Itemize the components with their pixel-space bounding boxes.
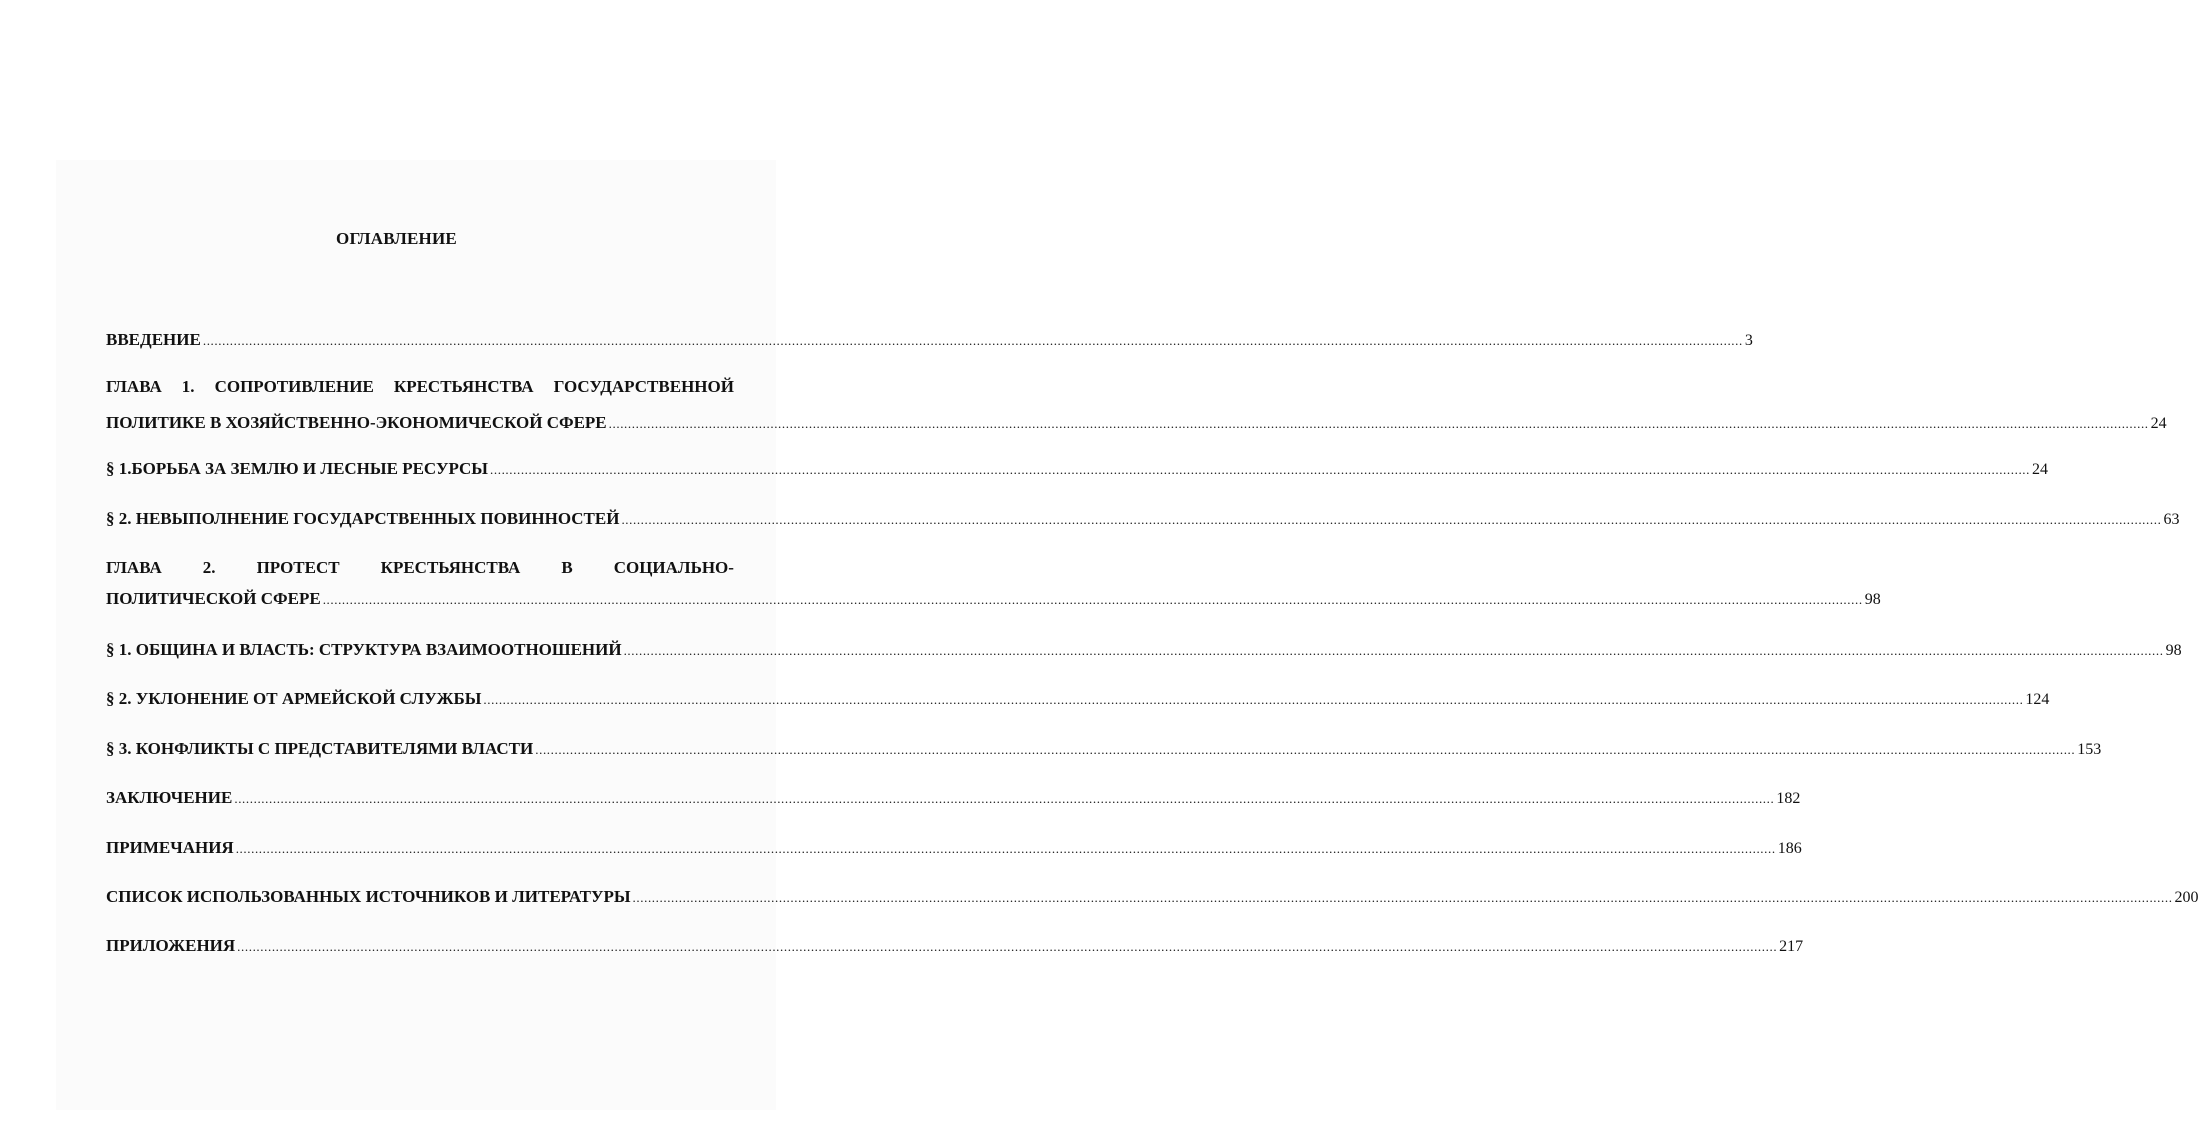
toc-page-number: 186 xyxy=(1777,840,1802,857)
toc-entry-title: ПРИМЕЧАНИЯ xyxy=(106,838,234,857)
dot-leader: ................................................................................................................................................................................................................................................................................................................................................................................................................ xyxy=(621,512,2162,527)
toc-page-number: 24 xyxy=(2150,415,2167,432)
dot-leader: ................................................................................................................................................................................................................................................................................................................................................................................................................ xyxy=(608,416,2149,431)
toc-entry-sources[interactable] xyxy=(106,887,2199,917)
toc-entry-chapter-2[interactable] xyxy=(106,558,1881,619)
dot-leader: ................................................................................................................................................................................................................................................................................................................................................................................................................ xyxy=(202,333,1743,348)
toc-entry-title: § 2. УКЛОНЕНИЕ ОТ АРМЕЙСКОЙ СЛУЖБЫ xyxy=(106,689,482,708)
toc-entry-section-2-2[interactable] xyxy=(106,689,2050,719)
page-title: ОГЛАВЛЕНИЕ xyxy=(336,229,457,248)
toc-entry-title: ВВЕДЕНИЕ xyxy=(106,330,201,349)
toc-entry-title: § 1.БОРЬБА ЗА ЗЕМЛЮ И ЛЕСНЫЕ РЕСУРСЫ xyxy=(106,459,489,478)
toc-entry-title: ПРИЛОЖЕНИЯ xyxy=(106,936,236,955)
toc-page-number: 63 xyxy=(2163,511,2180,528)
toc-page-number: 98 xyxy=(2165,642,2182,659)
toc-page-number: 217 xyxy=(1779,938,1804,955)
toc-page-number: 98 xyxy=(1864,591,1881,608)
dot-leader: ................................................................................................................................................................................................................................................................................................................................................................................................................ xyxy=(237,939,1778,954)
dot-leader: ................................................................................................................................................................................................................................................................................................................................................................................................................ xyxy=(234,791,1775,806)
toc-entry-section-1-1[interactable] xyxy=(106,459,2049,489)
dot-leader: ................................................................................................................................................................................................................................................................................................................................................................................................................ xyxy=(235,841,1776,856)
toc-entry-title: § 2. НЕВЫПОЛНЕНИЕ ГОСУДАРСТВЕННЫХ ПОВИННОСТЕЙ xyxy=(106,509,620,528)
toc-entry-title: СПИСОК ИСПОЛЬЗОВАННЫХ ИСТОЧНИКОВ И ЛИТЕРАТУРЫ xyxy=(106,887,631,906)
toc-entry-title: § 3. КОНФЛИКТЫ С ПРЕДСТАВИТЕЛЯМИ ВЛАСТИ xyxy=(106,739,534,758)
toc-entry-title: ЗАКЛЮЧЕНИЕ xyxy=(106,788,233,807)
toc-page-number: 182 xyxy=(1776,790,1801,807)
dot-leader: ................................................................................................................................................................................................................................................................................................................................................................................................................ xyxy=(623,643,2164,658)
dot-leader: ................................................................................................................................................................................................................................................................................................................................................................................................................ xyxy=(535,742,2076,757)
toc-page-number: 200 xyxy=(2174,889,2199,906)
dot-leader: ................................................................................................................................................................................................................................................................................................................................................................................................................ xyxy=(490,462,2031,477)
toc-entry-title-line1: ГЛАВА 1. СОПРОТИВЛЕНИЕ КРЕСТЬЯНСТВА ГОСУДАРСТВЕННОЙ xyxy=(106,377,734,396)
toc-entry-introduction[interactable] xyxy=(106,330,1753,360)
toc-entry-section-2-1[interactable] xyxy=(106,640,2182,670)
toc-page-number: 3 xyxy=(1744,332,1753,349)
toc-entry-conclusion[interactable] xyxy=(106,788,1801,818)
toc-entry-title: § 1. ОБЩИНА И ВЛАСТЬ: СТРУКТУРА ВЗАИМООТНОШЕНИЙ xyxy=(106,640,622,659)
toc-page-number: 24 xyxy=(2032,461,2049,478)
toc-entry-title-line2: ПОЛИТИЧЕСКОЙ СФЕРЕ xyxy=(106,589,321,608)
toc-page-number: 124 xyxy=(2025,691,2050,708)
toc-entry-appendices[interactable] xyxy=(106,936,1804,966)
dot-leader: ................................................................................................................................................................................................................................................................................................................................................................................................................ xyxy=(322,592,1863,607)
toc-entry-title-line2: ПОЛИТИКЕ В ХОЗЯЙСТВЕННО-ЭКОНОМИЧЕСКОЙ СФЕРЕ xyxy=(106,413,607,432)
toc-entry-section-1-2[interactable] xyxy=(106,509,2180,539)
page-background xyxy=(56,160,776,1110)
dot-leader: ................................................................................................................................................................................................................................................................................................................................................................................................................ xyxy=(483,692,2024,707)
toc-entry-chapter-1[interactable] xyxy=(106,377,2167,443)
toc-entry-title-line1: ГЛАВА 2. ПРОТЕСТ КРЕСТЬЯНСТВА В СОЦИАЛЬНО- xyxy=(106,558,734,577)
toc-entry-notes[interactable] xyxy=(106,838,1802,868)
dot-leader: ................................................................................................................................................................................................................................................................................................................................................................................................................ xyxy=(632,890,2173,905)
toc-entry-section-2-3[interactable] xyxy=(106,739,2102,769)
toc-page-number: 153 xyxy=(2077,741,2102,758)
